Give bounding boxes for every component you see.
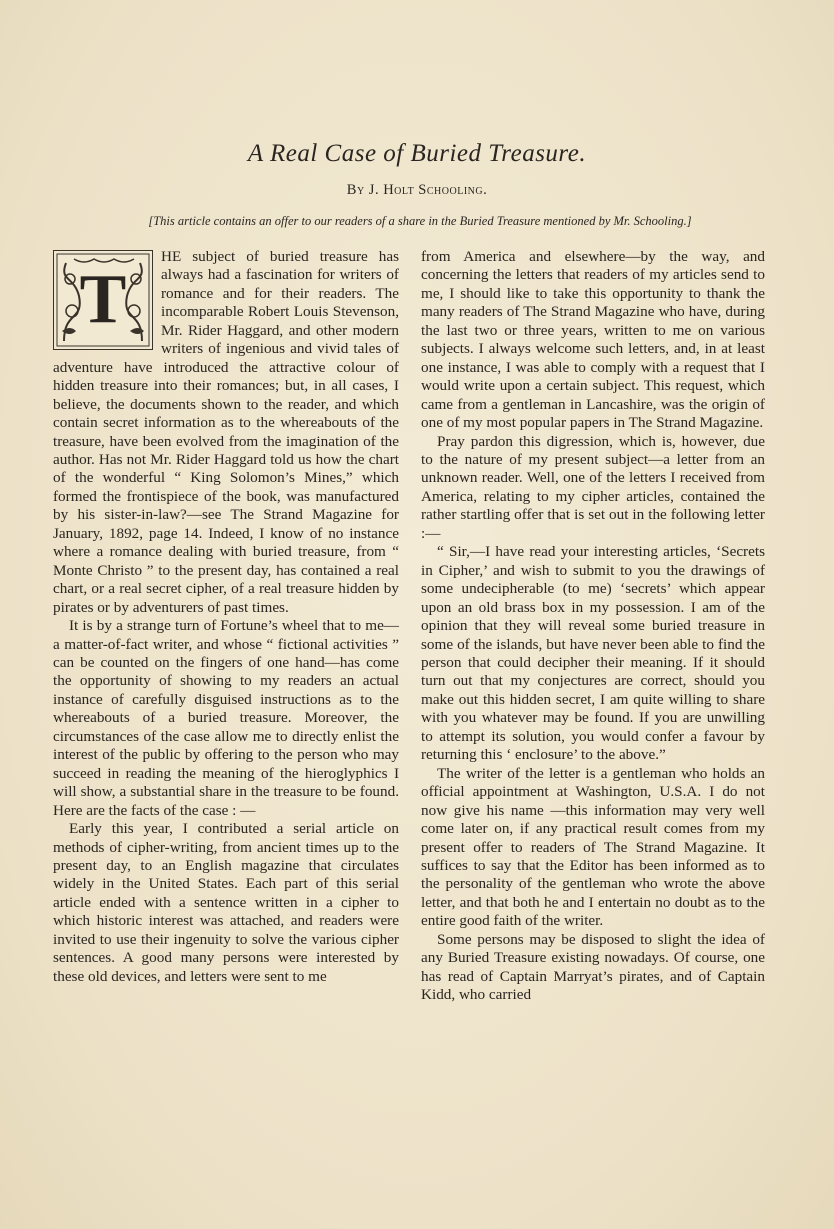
editorial-note-text: [This article contains an offer to our readers of a share in the Buried Treasure mentioned by Mr. Schooling.] <box>148 214 692 228</box>
left-paragraph-2: It is by a strange turn of Fortune’s wheel that to me—a matter-of-fact writer, and whose “ fictional activities ” can be counted on the fingers of one hand—has come the opportunity of showing to my readers an actual instance of carefully disguised instructions as to the whereabouts of a buried treasure. Moreover, the circumstances of the case allow me to directly enlist the interest of the public by offering to the person who may succeed in reading the meaning of the hieroglyphics I will show, a substantial share in the treasure to be found. Here are the facts of the case : — <box>53 617 399 819</box>
left-paragraph-3: Early this year, I contributed a serial article on methods of cipher-writing, from ancient times up to the present day, to an English magazine that circulates widely in the United States. Each part of this serial article ended with a sentence written in a cipher to which historic interest was attached, and readers were invited to use their ingenuity to solve the various cipher sentences. A good many persons were interested by these old devices, and letters were sent to me <box>53 820 399 985</box>
right-column <box>421 248 765 1005</box>
article-title: A Real Case of Buried Treasure. <box>247 140 587 167</box>
right-paragraph-3: “ Sir,—I have read your interesting articles, ‘Secrets in Cipher,’ and wish to submit to you the drawings of some undecipherable (to me) ‘secrets’ which appear upon an old brass box in my possession. I am of the opinion that they will reveal some buried treasure in some of the islands, but have never been able to find the person that could decipher their meaning. If it should turn out that my conjectures are correct, should you make out this hidden secret, I am quite willing to share with you whatever may be found. If you are unwilling to attempt its solution, you would confer a favour by returning this ‘ enclosure’ to the above.” <box>421 543 765 764</box>
left-paragraph-1: HE subject of buried treasure has always had a fascination for writers of romance and for their readers. The incomparable Robert Louis Stevenson, Mr. Rider Haggard, and other modern writers of ingenious and vivid tales of adventure have introduced the attractive colour of hidden treasure into their romances; but, in all cases, I believe, the documents shown to the reader, and which contain secret information as to the whereabouts of the treasure, have been evolved from the imagination of the author. Has not Mr. Rider Haggard told us how the chart of the wonderful “ King Solomon’s Mines,” which formed the frontispiece of the book, was manufactured by his sister-in-law?—see The Strand Magazine for January, 1892, page 14. Indeed, I know of no instance where a romance dealing with buried treasure, from “ Monte Christo ” to the present day, has contained a real chart, or a real secret cipher, of a real treasure hidden by pirates or by adventurers of past times. <box>53 248 399 616</box>
dropcap-letter: T <box>79 260 127 338</box>
right-paragraph-5: Some persons may be disposed to slight the idea of any Buried Treasure existing nowadays. Of course, one has read of Captain Marryat’s pirates, and of Captain Kidd, who carried <box>421 930 765 1004</box>
article-byline: By J. Holt Schooling. <box>346 182 488 198</box>
editorial-note <box>40 214 800 229</box>
left-column <box>53 248 399 986</box>
right-paragraph-2: Pray pardon this digression, which is, however, due to the nature of my present subject—a letter from an unknown reader. Well, one of the letters I received from America, relating to my cipher articles, contained the rather startling offer that is set out in the following letter :— <box>421 432 765 542</box>
ornamental-dropcap <box>53 250 153 350</box>
right-paragraph-4: The writer of the letter is a gentleman who holds an official appointment at Washington, U.S.A. I do not now give his name —this information may very well come later on, if any practical result comes from my present offer to readers of The Strand Magazine. It suffices to say that the Editor has been informed as to the personality of the gentleman who wrote the above letter, and that both he and I entertain no doubt as to the entire good faith of the writer. <box>421 764 765 930</box>
right-paragraph-1: from America and elsewhere—by the way, and concerning the letters that readers of my articles send to me, I should like to take this opportunity to thank the many readers of The Strand Magazine who have, during the last two or three years, written to me on various subjects. I always welcome such letters, and, in at least one instance, I was able to comply with a request that I would write upon a certain subject. This request, which came from a gentleman in Lancashire, was the origin of one of my most popular papers in The Strand Magazine. <box>421 248 765 432</box>
